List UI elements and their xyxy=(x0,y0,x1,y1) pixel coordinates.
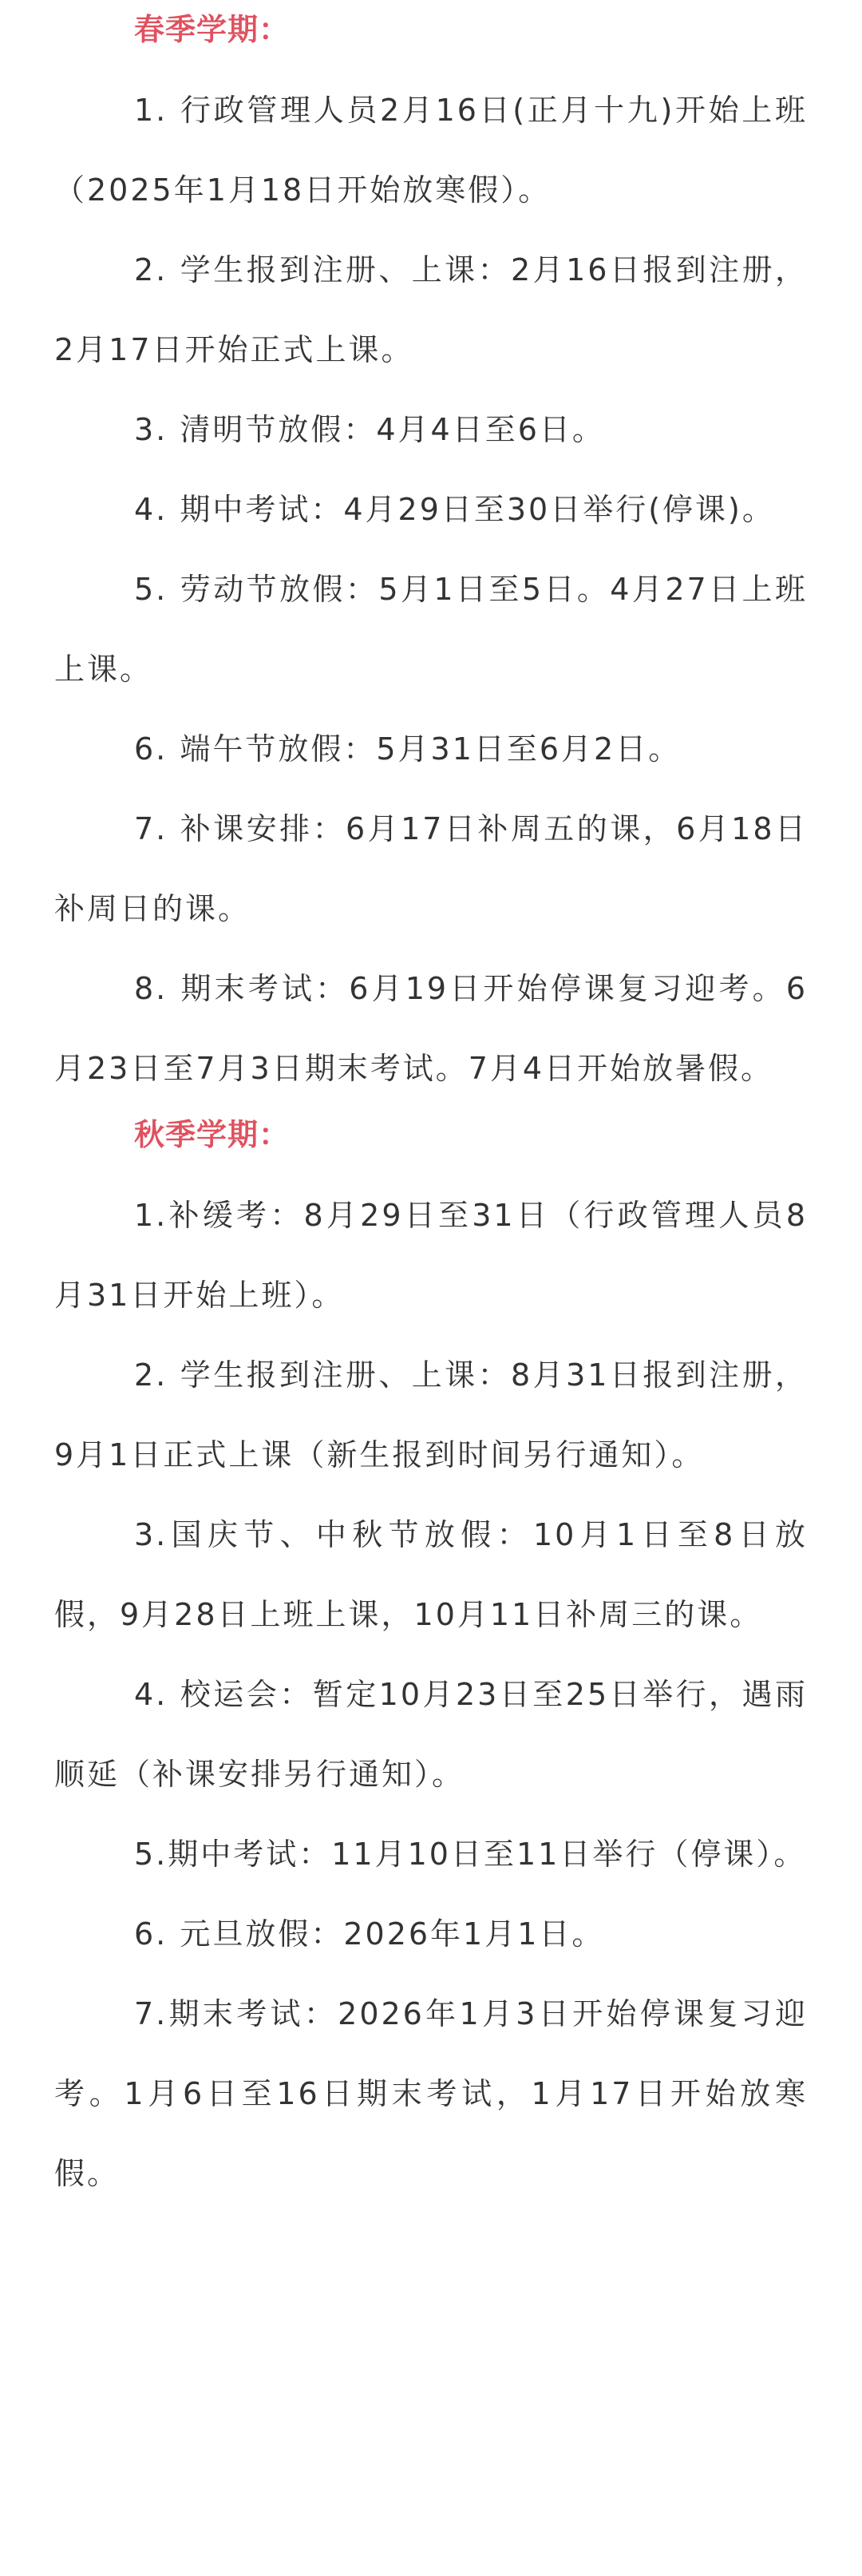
spring-item-3: 3. 清明节放假：4月4日至6日。 xyxy=(134,412,605,447)
autumn-item-1: 1.补缓考：8月29日至31日（行政管理人员8月31日开始上班）。 xyxy=(54,1198,808,1313)
autumn-item-5: 5.期中考试：11月10日至11日举行（停课）。 xyxy=(134,1837,807,1872)
autumn-item-2: 2. 学生报到注册、上课：8月31日报到注册，9月1日正式上课（新生报到时间另行通知）。 xyxy=(54,1357,808,1472)
calendar-article xyxy=(54,0,808,2213)
autumn-item-3: 3.国庆节、中秋节放假：10月1日至8日放假，9月28日上班上课，10月11日补周三的课。 xyxy=(54,1517,808,1632)
autumn-semester-heading: 秋季学期： xyxy=(134,1117,291,1152)
spring-item-5: 5. 劳动节放假：5月1日至5日。4月27日上班上课。 xyxy=(54,572,808,687)
spring-item-2: 2. 学生报到注册、上课：2月16日报到注册，2月17日开始正式上课。 xyxy=(54,252,808,367)
autumn-item-7: 7.期末考试：2026年1月3日开始停课复习迎考。1月6日至16日期末考试，1月17日开始放寒假。 xyxy=(54,1996,808,2191)
autumn-item-4: 4. 校运会：暂定10月23日至25日举行，遇雨顺延（补课安排另行通知）。 xyxy=(54,1677,808,1792)
spring-item-7: 7. 补课安排：6月17日补周五的课，6月18日补周日的课。 xyxy=(54,811,808,926)
spring-item-6: 6. 端午节放假：5月31日至6月2日。 xyxy=(134,731,682,767)
spring-item-8: 8. 期末考试：6月19日开始停课复习迎考。6月23日至7月3日期末考试。7月4日开始放暑假。 xyxy=(54,971,808,1086)
spring-item-1: 1. 行政管理人员2月16日(正月十九)开始上班（2025年1月18日开始放寒假）。 xyxy=(54,93,808,208)
spring-semester-heading: 春季学期： xyxy=(134,12,291,47)
spring-item-4: 4. 期中考试：4月29日至30日举行(停课)。 xyxy=(134,492,775,527)
autumn-item-6: 6. 元旦放假：2026年1月1日。 xyxy=(134,1916,605,1952)
